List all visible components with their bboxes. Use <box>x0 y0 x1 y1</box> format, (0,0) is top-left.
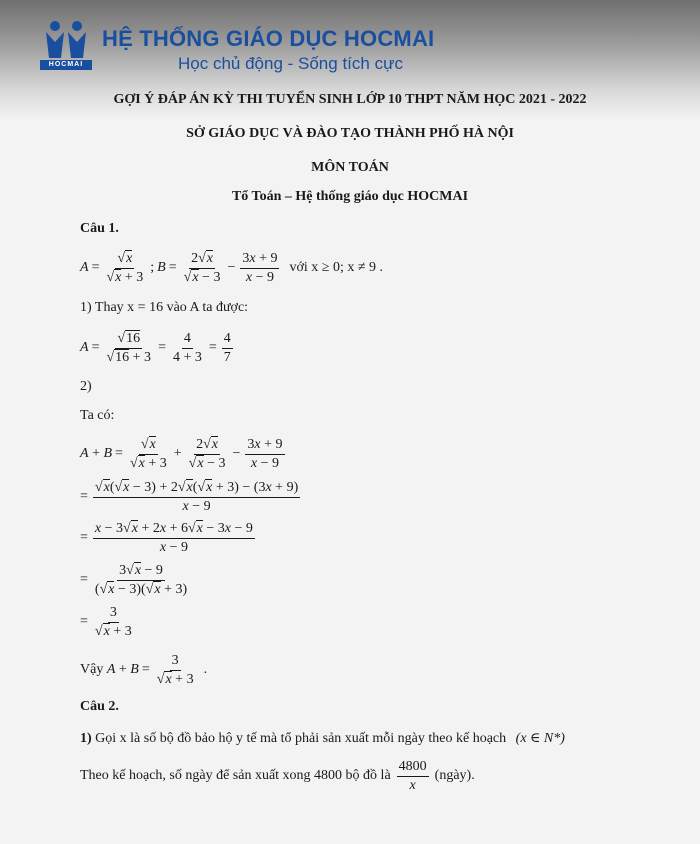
hocmai-logo-icon <box>40 18 96 74</box>
q1-sum-line2: = $\frac{√x(√x - 3) + 2√x(√x + 3) - (3x + 9)}{x - 9}$ <box>80 479 299 514</box>
q2-part1-next <box>80 756 475 796</box>
brand-slogan: Học chủ động - Sống tích cực <box>178 54 403 73</box>
q1-sum-line5: = $\frac{3}{√x + 3}$ <box>80 604 132 639</box>
q1-heading: Câu 1. <box>80 221 119 236</box>
q2-part1-cond: (x ∈ N*) <box>515 731 565 746</box>
q1-sum-line3: = $\frac{x - 3√x + 2x + 6√x - 3x - 9}{x - 9}$ <box>80 520 253 555</box>
exam-title: GỢI Ý ĐÁP ÁN KỲ THI TUYỂN SINH LỚP 10 THPT NĂM HỌC 2021 - 2022 <box>113 92 587 107</box>
q2-unit: (ngày). <box>434 768 475 783</box>
q2-frac-den: x <box>409 777 416 793</box>
q1-sum-line1: A + B = $\frac{√x}{√x + 3}$ + $\frac{2√x}{√x - 3}$ − $\frac{3x + 9}{x - 9}$ <box>80 436 283 471</box>
q1-part1-intro: 1) Thay x = 16 vào A ta được: <box>80 300 249 315</box>
q1-sum-line4: = $\frac{3√x - 9}{(√x - 3)(√x + 3)}$ <box>80 562 188 597</box>
q2-frac-num: 4800 <box>397 759 429 777</box>
logo-text: HOCMAI <box>40 60 92 70</box>
q2-part1-text: Gọi x là số bộ đồ bảo hộ y tế mà tổ phải sản xuất mỗi ngày theo kế hoạch <box>95 731 507 746</box>
brand-header <box>40 18 460 74</box>
q2-part1-label: 1) <box>80 731 92 746</box>
q1-part2-intro: Ta có: <box>80 408 115 423</box>
subject-title: MÔN TOÁN <box>311 160 389 175</box>
team-title: Tổ Toán – Hệ thống giáo dục HOCMAI <box>231 189 469 204</box>
q1-part1-calc: A = $\frac{√16}{√16 + 3}$ = $\frac{4}{4 + 3}$ = $\frac{4}{7}$ <box>80 330 231 365</box>
q1-definitions: A = $\frac{√x}{√x + 3}$ ; B = $\frac{2√x}{√x - 3}$ − $\frac{3x + 9}{x - 9}$ với x ≥ 0; x ≠ 9 . <box>80 250 384 285</box>
q1-conclusion: Vậy A + B = $\frac{3}{√x + 3}$ . <box>80 652 208 687</box>
q2-part1-next-text: Theo kế hoạch, số ngày để sản xuất xong 4800 bộ đồ là <box>80 768 391 783</box>
q1-part2-label: 2) <box>80 379 92 394</box>
q1-conclusion-label: Vậy <box>80 662 104 677</box>
q2-part1 <box>80 730 565 747</box>
q2-heading: Câu 2. <box>80 699 119 714</box>
brand-name: HỆ THỐNG GIÁO DỤC HOCMAI <box>102 26 435 51</box>
q1-condition: với x ≥ 0; x ≠ 9 . <box>289 260 384 275</box>
department-title: SỞ GIÁO DỤC VÀ ĐÀO TẠO THÀNH PHỐ HÀ NỘI <box>186 126 514 141</box>
